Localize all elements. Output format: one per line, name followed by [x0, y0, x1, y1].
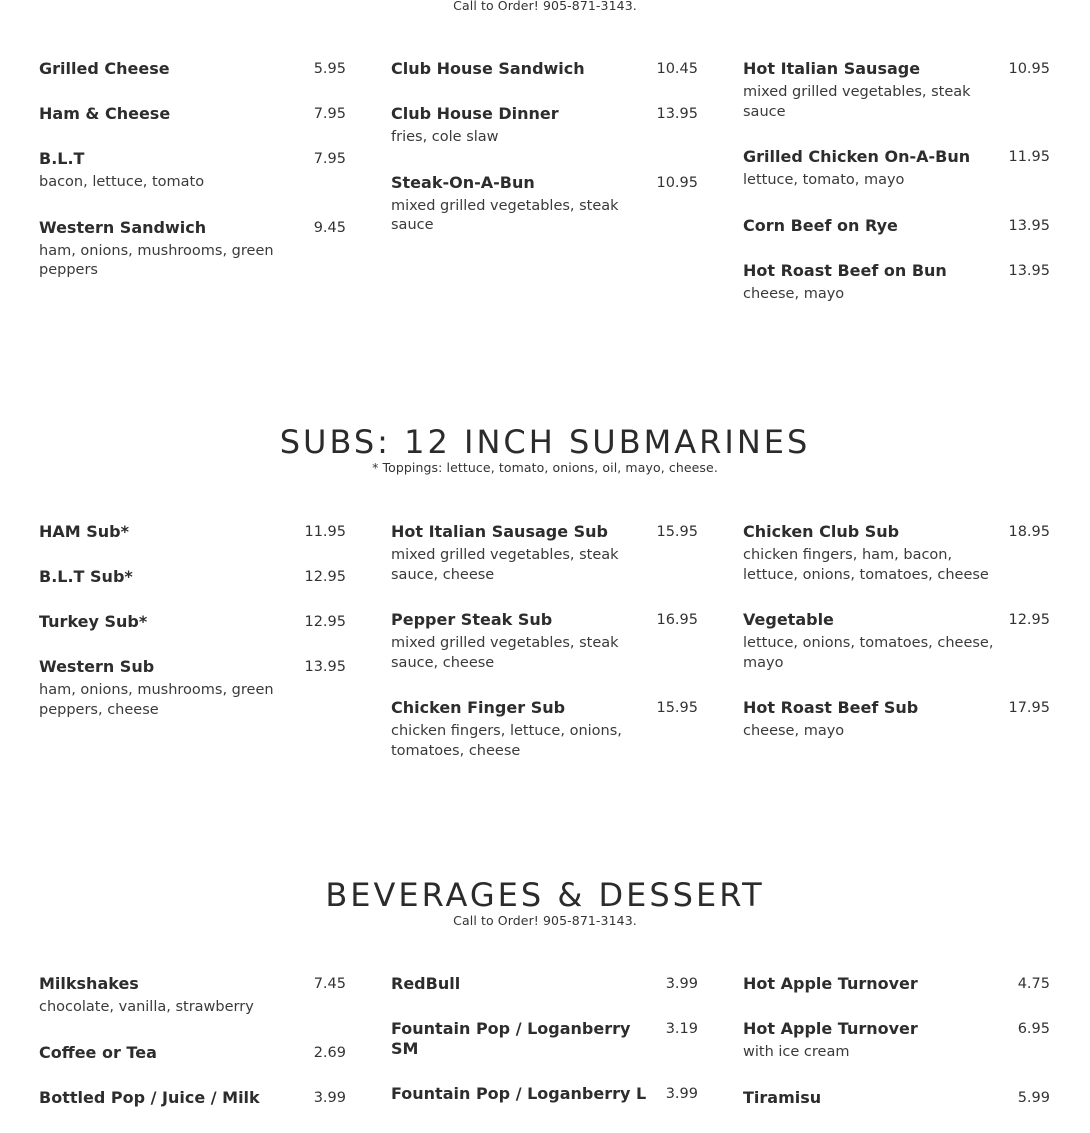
beverages-column-1	[39, 974, 346, 1133]
menu-item-header	[743, 216, 1050, 236]
menu-item-header	[391, 173, 698, 193]
menu-item	[39, 974, 346, 1018]
subs-column-2	[391, 522, 698, 786]
menu-item	[743, 522, 1050, 585]
menu-item	[39, 218, 346, 281]
menu-item-description: mixed grilled vegetables, steak sauce, cheese	[391, 635, 619, 671]
menu-item-price: 7.45	[313, 976, 346, 992]
menu-item-name: Ham & Cheese	[39, 104, 171, 123]
menu-item-price: 5.99	[1017, 1089, 1050, 1106]
menu-item-header	[39, 59, 346, 79]
menu-item-description: chicken fingers, ham, bacon, lettuce, onions, tomatoes, cheese	[743, 547, 989, 583]
menu-item-price: 13.95	[1008, 262, 1050, 279]
menu-item-name: HAM Sub*	[39, 522, 129, 541]
menu-item-price: 15.95	[656, 524, 698, 540]
menu-item-description: with ice cream	[743, 1044, 850, 1060]
menu-item-description: ham, onions, mushrooms, green peppers, cheese	[39, 682, 274, 718]
menu-item-price: 3.19	[665, 1021, 698, 1037]
menu-item-description: fries, cole slaw	[391, 129, 499, 145]
menu-item-description: cheese, mayo	[743, 723, 845, 739]
menu-item-header	[39, 657, 346, 677]
menu-item-description: chocolate, vanilla, strawberry	[39, 999, 254, 1015]
menu-item	[391, 1019, 698, 1059]
beverages-column-3	[743, 974, 1050, 1133]
menu-item-name: Milkshakes	[39, 974, 139, 993]
menu-item	[39, 657, 346, 720]
menu-item	[391, 173, 698, 236]
menu-item-header	[39, 522, 346, 542]
menu-item-price: 13.95	[656, 106, 698, 122]
menu-item-name: B.L.T	[39, 149, 85, 168]
menu-item	[391, 522, 698, 585]
menu-item-header	[39, 1043, 346, 1063]
menu-item-name: Western Sandwich	[39, 217, 207, 237]
menu-item-name: Grilled Cheese	[39, 59, 170, 78]
menu-item	[39, 1043, 346, 1063]
menu-item-price: 12.95	[1008, 612, 1050, 628]
menu-item-header	[39, 612, 346, 632]
sandwich-column-2	[391, 59, 698, 261]
menu-item	[391, 104, 698, 148]
menu-item-price: 3.99	[665, 976, 698, 992]
menu-item-name: B.L.T Sub*	[39, 567, 133, 586]
menu-item	[743, 974, 1050, 994]
menu-item-price: 9.45	[313, 219, 346, 236]
menu-item-header	[743, 1019, 1050, 1039]
menu-item-name: Corn Beef on Rye	[743, 215, 898, 235]
menu-item-name: Grilled Chicken On-A-Bun	[743, 147, 971, 166]
menu-item-name: Chicken Finger Sub	[391, 698, 566, 717]
menu-item-name: Hot Roast Beef Sub	[743, 698, 919, 717]
menu-item-price: 10.95	[656, 174, 698, 191]
subs-section-title: SUBS: 12 INCH SUBMARINES	[279, 423, 811, 461]
menu-item-header	[391, 104, 698, 124]
menu-item	[743, 698, 1050, 742]
menu-item-price: 15.95	[656, 700, 698, 716]
menu-item-header	[39, 104, 346, 124]
beverages-column-2	[391, 974, 698, 1129]
menu-item-name: Vegetable	[743, 610, 834, 629]
menu-item-name: Fountain Pop / Loganberry L	[391, 1084, 647, 1103]
menu-item-description: bacon, lettuce, tomato	[39, 174, 205, 190]
menu-item	[39, 104, 346, 124]
beverages-phone-note: Call to Order! 905-871-3143.	[453, 913, 637, 928]
menu-item-price: 13.95	[304, 659, 346, 675]
menu-item	[743, 1019, 1050, 1063]
menu-item-name: Steak-On-A-Bun	[391, 172, 535, 192]
menu-item-header	[39, 1088, 346, 1108]
menu-item	[39, 567, 346, 587]
subs-column-1	[39, 522, 346, 745]
menu-item-header	[743, 59, 1050, 79]
menu-item-description: chicken fingers, lettuce, onions, tomatoes, cheese	[391, 723, 622, 759]
menu-item	[39, 1088, 346, 1108]
sandwich-column-1	[39, 59, 346, 306]
menu-item	[391, 698, 698, 761]
beverages-section-title: BEVERAGES & DESSERT	[325, 876, 765, 914]
menu-item-header	[391, 59, 698, 79]
menu-item-name: Club House Sandwich	[391, 59, 585, 78]
menu-item	[743, 216, 1050, 236]
menu-item	[39, 612, 346, 632]
menu-item-description: mixed grilled vegetables, steak sauce	[391, 197, 619, 233]
menu-item-price: 12.95	[304, 569, 346, 585]
menu-item-header	[391, 1019, 698, 1059]
menu-item-header	[743, 1088, 1050, 1108]
menu-item-price: 10.45	[656, 61, 698, 77]
menu-item	[743, 1088, 1050, 1108]
menu-item-description: lettuce, tomato, mayo	[743, 172, 905, 188]
menu-item-price: 16.95	[656, 612, 698, 628]
menu-item-price: 3.99	[313, 1089, 346, 1106]
menu-item-name: Pepper Steak Sub	[391, 610, 553, 629]
subs-toppings-note: * Toppings: lettuce, tomato, onions, oil, mayo, cheese.	[372, 460, 718, 475]
menu-item-header	[743, 261, 1050, 281]
menu-item	[391, 610, 698, 673]
menu-item-name: Western Sub	[39, 657, 155, 676]
menu-item	[39, 149, 346, 193]
menu-item-description: cheese, mayo	[743, 285, 845, 302]
menu-item-price: 12.95	[304, 614, 346, 630]
menu-item-price: 6.95	[1017, 1021, 1050, 1037]
menu-item-price: 17.95	[1008, 700, 1050, 716]
menu-item-price: 2.69	[313, 1044, 346, 1061]
menu-item-header	[743, 147, 1050, 167]
menu-item-name: Hot Apple Turnover	[743, 1019, 918, 1038]
menu-item	[39, 522, 346, 542]
menu-item-name: Hot Italian Sausage Sub	[391, 522, 608, 541]
menu-item-price: 11.95	[1008, 149, 1050, 165]
menu-item-description: mixed grilled vegetables, steak sauce	[743, 84, 971, 120]
menu-item-price: 4.75	[1017, 976, 1050, 992]
menu-item-price: 11.95	[304, 524, 346, 540]
menu-item-name: Hot Roast Beef on Bun	[743, 260, 947, 280]
menu-item-price: 10.95	[1008, 61, 1050, 77]
menu-item-header	[391, 1084, 698, 1104]
menu-item-description: ham, onions, mushrooms, green peppers	[39, 242, 274, 278]
menu-item-price: 7.95	[313, 151, 346, 167]
sandwich-column-3	[743, 59, 1050, 329]
menu-item-description: lettuce, onions, tomatoes, cheese, mayo	[743, 635, 994, 671]
subs-column-3	[743, 522, 1050, 767]
menu-item-name: Bottled Pop / Juice / Milk	[39, 1087, 260, 1107]
menu-item-name: Club House Dinner	[391, 104, 559, 123]
menu-item-description: mixed grilled vegetables, steak sauce, cheese	[391, 547, 619, 583]
menu-item	[391, 1084, 698, 1104]
menu-item-header	[391, 610, 698, 630]
menu-item-header	[743, 522, 1050, 542]
menu-item-name: Tiramisu	[743, 1087, 822, 1107]
menu-item-header	[391, 974, 698, 994]
menu-item-price: 13.95	[1008, 217, 1050, 234]
menu-item-header	[743, 698, 1050, 718]
menu-item-name: Hot Italian Sausage	[743, 59, 921, 78]
menu-item-header	[743, 610, 1050, 630]
menu-item	[391, 59, 698, 79]
menu-item-price: 5.95	[313, 61, 346, 77]
menu-item-price: 3.99	[665, 1086, 698, 1102]
menu-item-header	[39, 974, 346, 994]
menu-item-header	[391, 698, 698, 718]
menu-item-price: 18.95	[1008, 524, 1050, 540]
menu-item	[743, 147, 1050, 191]
menu-item-header	[39, 567, 346, 587]
menu-item	[743, 610, 1050, 673]
menu-item-price: 7.95	[313, 106, 346, 122]
menu-item-header	[39, 218, 346, 238]
menu-item-header	[391, 522, 698, 542]
menu-item-name: Hot Apple Turnover	[743, 974, 918, 993]
menu-item-name: Chicken Club Sub	[743, 522, 900, 541]
menu-item	[391, 974, 698, 994]
menu-item-name: RedBull	[391, 974, 461, 993]
menu-item	[743, 261, 1050, 305]
menu-item-header	[743, 974, 1050, 994]
order-phone-note: Call to Order! 905-871-3143.	[453, 0, 637, 13]
menu-item	[743, 59, 1050, 122]
menu-item-header	[39, 149, 346, 169]
menu-item	[39, 59, 346, 79]
menu-item-name: Turkey Sub*	[39, 612, 148, 631]
menu-item-name: Fountain Pop / Loganberry SM	[391, 1019, 631, 1058]
menu-item-name: Coffee or Tea	[39, 1042, 157, 1062]
